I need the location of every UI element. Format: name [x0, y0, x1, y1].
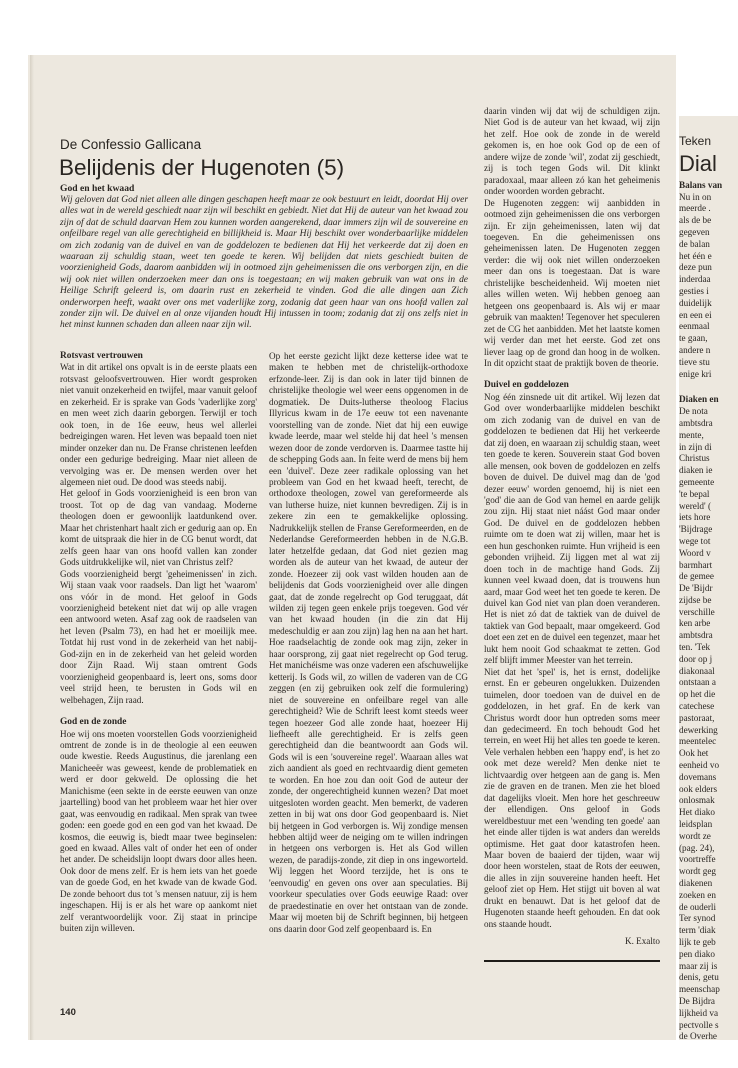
facing-line: 'te bepal: [679, 488, 710, 499]
facing-line: wordt ze: [679, 830, 711, 841]
facing-line: in zijn di: [679, 441, 712, 452]
facing-line: diakenen: [679, 878, 713, 889]
facing-line: onlosmak: [679, 795, 715, 806]
facing-line: andere n: [679, 344, 711, 355]
facing-line: term 'diak: [679, 925, 716, 936]
facing-line: Woord v: [679, 547, 711, 558]
column-1: [60, 351, 257, 935]
subheading-duivel: Duivel en goddelozen: [484, 380, 569, 391]
paragraph: Gods voorzienigheid bergt 'geheimenissen' in zich. Wij staan vaak voor raadsels. Dan ligt het 'waarom' ons vóór in de mond. Het geloof in Gods voorzienigheid betekent niet dat wij op alle vragen een antwoord weten. Asaf zag ook de raadselen van het leven (Psalm 73), en had het er moeilijk mee. Totdat hij rust vond in de zekerheid van het nabij-God-zijn en in de zekerheid van het geleid worden door Zijn Raad. Wij staan omtrent Gods voorzienigheid geopenbaard is, leert ons, soms door veel strijd heen, te berusten in Gods wil en welbehagen, Zijn raad.: [60, 568, 257, 705]
facing-line: ambtsdra: [679, 417, 713, 428]
facing-line: Ook het: [679, 748, 709, 759]
facing-line: iets hore: [679, 512, 711, 523]
facing-line: op het die: [679, 689, 716, 700]
facing-line: als de be: [679, 215, 712, 226]
facing-line: catechese: [679, 701, 715, 712]
paragraph: Hoe wij ons moeten voorstellen Gods voorzienigheid omtrent de zonde is in de theologie al een eeuwen oude kwestie. Reeds Augustinus, die jarenlang een Manicheeër was geweest, kende de problematiek en werd er door gekweld. De oplossing die het Manichisme (een sekte in de eerste eeuwen van onze jaartelling) bood van het probleem waar het hier over gaat, was eenvoudig en radikaal. Men sprak van twee goden: een goede god en een god van het kwaad. De kosmos, die eeuwig is, biedt maar twee beginselen: goed en kwaad. Alles valt of onder het een of onder het ander. De scheidslijn loopt dwars door alles heen. Ook door de mens zelf. Er is hem iets van het goede van de goede God, en het kwade van de kwade God. De zonde behoort dus tot 's mensen natuur, zij is hem ingeschapen. Hij is er als het ware op aankomt niet zelf verantwoordelijk voor. Zij staat in principe buiten zijn willeven.: [60, 728, 257, 934]
facing-line: De 'Bijdr: [679, 583, 713, 594]
facing-line: ambtsdra: [679, 630, 713, 641]
facing-line: zijdse be: [679, 594, 712, 605]
page-number: 140: [60, 1007, 76, 1018]
facing-line: pectvolle s: [679, 1019, 719, 1030]
paragraph: Op het eerste gezicht lijkt deze ketterse idee wat te maken te hebben met de christelijk-orthodoxe erfzonde-leer. Zij is dan ook in later tijd binnen de christelijke theologie wel weer eens opgenomen in de dogmatiek. De Duits-lutherse theoloog Flacius Illyricus kwam in de 17e eeuw tot een navenante voorstelling van de zonde. Niet dat hij een euwige kwade leerde, maar wel stelde hij dat heel 's mensen wezen door de zonde verdorven is. Daarmee tastte hij de schepping Gods aan. In feite werd de mens bij hem een 'duivel'. Deze zeer radikale oplossing van het probleem van God en het kwaad heeft, terecht, de orthodoxe theologen, zowel van gereformeerde als van lutherse huize, niet kunnen bevredigen. Zij is in zekere zin een te gemakkelijke oplossing. Nadrukkelijk stellen de Franse Gereformeerden, en de Nederlandse Gereformeerden hebben in de N.G.B. later hetzelfde gedaan, dat God niet gezien mag worden als de auteur van het kwaad, de auteur der zonde. Hoezeer zij ook vast wilden houden aan de belijdenis dat Gods voorzienigheid over alle dingen gaat, dat de zonde regelrecht op God teruggaat, dát wilden zij tegen geen enkele prijs toegeven. God vér van het kwaad houden (in die zin dat Hij medeschuldig er aan zou zijn) lag hen na aan het hart. Hoe raadselachtig de zonde ook mag zijn, zeker in haar oorsprong, zij gaat niet regelrecht op God terug. Het manichéisme was onze vaderen een afschuwelijke ketterij. Is Gods wil, zo willen de vaderen van de CG zeggen (en zij gebruiken ook zelf die formulering) niet de souvereine en onfeilbare regel van alle gerechtigheid? Wie de Schrift leest komt steeds weer tegen hoezeer God alle zonde haat, hoezeer Hij liefheeft alle gerechtigheid. Er is zelfs geen gerechtigheid dan die beantwoordt aan Gods wil. Gods wil is een 'souvereine regel'. Waaraan alles wat zich aandient als goed en rechtvaardig dient gemeten te worden. En hoe zou dan ooit God de auteur der zonde, der ongerechtigheid kunnen wezen? Dat moet uitgesloten worden geacht. Men bemerkt, de vaderen zetten in bij wat ons door God geopenbaard is. Niet bij hetgeen in God verborgen is. Wij zondige mensen hebben altijd weer de neiging om te willen indringen in hetgeen ons verborgen is. Het als God willen wezen, de paradijs-zonde, zit diep in ons ingeworteld. Wij leggen het Woord terzijde, het is ons te 'eenvoudig' en geven ons over aan speculaties. Bij voorkeur speculaties over Gods eeuwige Raad: over de praedestinatie en over het ontstaan van de zonde. Maar wij moeten bij de Schrift beginnen, bij hetgeen ons daarin door God zelf geopenbaard is. En: [269, 351, 468, 934]
facing-line: dovemans: [679, 771, 717, 782]
facing-line: meerde .: [679, 203, 711, 214]
spacer: [60, 706, 257, 717]
facing-line: ook elders: [679, 783, 718, 794]
facing-line: voortreffe: [679, 854, 716, 865]
facing-line: pen diako: [679, 948, 715, 959]
paragraph: daarin vinden wij dat wij de schuldigen zijn. Niet God is de auteur van het kwaad, wij zijn het zelf. Hoe ook de zonde in de wereld gekomen is, en hoe ook God op de een of andere wijze de zonde 'wil', zodat zij geschiedt, zij is toch tegen Gods wil. Dit klinkt paradoxaal, maar alleen zó kan het geheimenis onder woorden worden gebracht.: [484, 106, 660, 197]
facing-line: dewerking: [679, 724, 718, 735]
facing-line: meentelec: [679, 736, 717, 747]
facing-line: eenmaal: [679, 321, 710, 332]
section-label: De Confessio Gallicana: [60, 137, 202, 152]
facing-line: ten. 'Tek: [679, 642, 711, 653]
facing-line: De nota: [679, 406, 708, 417]
facing-title: Dial: [679, 150, 717, 176]
facing-lines-1: [679, 192, 738, 381]
facing-line: inderdaa: [679, 274, 711, 285]
facing-line: Ter synod: [679, 913, 716, 924]
facing-line: en een ei: [679, 309, 712, 320]
facing-line: de balan: [679, 238, 710, 249]
facing-line: diakonaal: [679, 665, 715, 676]
spacer: [679, 380, 738, 390]
facing-line: gegeven: [679, 226, 710, 237]
author-signature: K. Exalto: [625, 936, 660, 947]
facing-line: Het diako: [679, 807, 715, 818]
facing-line: gesties i: [679, 285, 709, 296]
facing-line: het één e: [679, 250, 712, 261]
facing-line: lijkheid va: [679, 1007, 719, 1018]
intro-heading: God en het kwaad: [60, 183, 135, 194]
facing-line: De Bijdra: [679, 995, 715, 1006]
facing-kicker: Teken: [679, 134, 712, 148]
facing-line: Nu in on: [679, 191, 712, 202]
facing-line: deze pun: [679, 262, 712, 273]
facing-line: meenschap: [679, 984, 720, 995]
facing-line: lijk te geb: [679, 937, 716, 947]
spacer: [484, 369, 660, 380]
paragraph: De Hugenoten zeggen: wij aanbidden in ootmoed zijn geheimenissen die ons verborgen zijn. Er zijn geheimenissen, laten wij dat toegeven. En die geheimenissen ons geheimenissen laten. De Hugenoten zeggen verder: die wij ook niet willen onderzoeken meer dan ons is toegestaan. Dat is ware christelijke bescheidenheid. Wij moeten niet alles willen weten. Wij hebben genoeg aan hetgeen ons geopenbaard is. Als wij er maar gebruik van maakten! Tegenover het speculeren zet de CG het aanbidden. Met het laatste komen wij verder dan met het eerste. God zet ons liever laag op de grond dan hoog in de wolken. In dit opzicht staat de praktijk boven de theorie.: [484, 197, 660, 368]
facing-line: duidelijk: [679, 297, 712, 308]
facing-line: verschille: [679, 606, 715, 617]
paragraph: Niet dat het 'spel' is, het is ernst, dodelijke ernst. En er gebeuren ongelukken. Duizenden tuimelen, door toedoen van de duivel en de goddelozen, in het graf. En de kerk van Christus wordt door hun optreden soms meer dan gedecimeerd. En toch behoudt God het terrein, en weet Hij het alles ten goede te keren. Vele verhalen hebben een 'happy end', is het zo ook met deze wereld? Men denke niet te lichtvaardig over hetgeen aan de gang is. Men zie de graven en de tranen. Men zie het bloed dat dagelijks vloeit. Men hore het geschreeuw der ellendigen. Ons geloof in Gods wereldbestuur met een 'wending ten goede' aan het einde aller tijden is wat anders dan werelds optimisme. Het gaat door katastrofen heen. Maar boven de baaierd der tijden, waar wij door heen worstelen, staat de Rots der eeuwen, die alles in zijn souvereine handen heeft. Het geloof ziet op Hem. Het stijgt uit boven al wat drukt en benauwt. Dat is het geloof dat de Hugenoten staande heeft gehouden. En dat ook ons staande houdt.: [484, 666, 660, 929]
paragraph: Wat in dit artikel ons opvalt is in de eerste plaats een rotsvast geloofsvertrouwen. Hier wordt gesproken niet vanuit onzekerheid en twijfel, maar vanuit geloof en zekerheid. Er is sprake van Gods 'vaderlijke zorg' en men weet zich daarin geborgen. Terwijl er toch ook toen, in de 16e eeuw, heus wel allerlei bedreigingen waren. Het leven was bepaald toen niet minder onzeker dan nu. De Franse christenen leefden onder een gedurige bedreiging. Maar niet alleen de vervolging was er. De mensen werden over het algemeen niet oud. De dood was steeds nabij.: [60, 362, 257, 487]
facing-line: ontstaan a: [679, 677, 716, 688]
facing-line: eenheid vo: [679, 760, 720, 771]
facing-line: (pag. 24),: [679, 842, 715, 853]
subheading-rotsvast: Rotsvast vertrouwen: [60, 351, 143, 361]
intro-text: Wij geloven dat God niet alleen alle dingen geschapen heeft maar ze ook bestuurt en leidt, doordat Hij over alles wat in de wereld geschiedt naar zijn wil beschikt en gebiedt. Niet dat Hij de auteur van het kwaad zou zijn of dat de schuld daarvan Hem zou kunnen worden aangerekend, daar immers zijn wil de souvereine en onfeilbare regel van alle gerechtigheid en billijkheid is. Maar Hij beschikt over wonderbaarlijke middelen om zich zodanig van de duivel en van de goddelozen te bedienen dat Hij het verkeerde dat zij doen en waaraan zij schuldig staan, weet ten goede te keren. Wij belijden dat niets geschiedt buiten de voorzienigheid Gods, daarom aanbidden wij in ootmoed zijn geheimenissen die ons verborgen zijn, en die wij ook niet willen onderzoeken meer dan ons is toegestaan; en wij maken gebruik van wat ons in de Heilige Schrift geleerd is, om daarin rust en zekerheid te vinden. God die alle dingen aan Zich onderworpen heeft, waakt over ons met vaderlijke zorg, zodanig dat geen haar van ons hoofd vallen zal zonder zijn wil. De duivel en al onze vijanden houdt Hij intussen in toom; zodanig dat zij ons zelfs niet in het minst kunnen schaden dan alleen naar zijn wil.: [60, 195, 468, 331]
facing-line: diaken ie: [679, 465, 713, 476]
facing-line: tieve stu: [679, 356, 710, 367]
column-2: [269, 351, 468, 935]
facing-line: wereld' (: [679, 500, 712, 511]
facing-line: mente,: [679, 429, 704, 440]
paragraph: Nog één zinsnede uit dit artikel. Wij lezen dat God over wonderbaarlijke middelen beschikt om zich zodanig van de duivel en van de goddelozen te bedienen dat Hij het verkeerde dat zij doen, en waaraan zij schuldig staan, weet ten goede te keren. Souverein staat God boven alle mensen, ook boven de goddelozen en zelfs boven de duivel. De duivel mag dan de 'god dezer eeuw' worden genoemd, hij is niet een 'god' die aan de God van hemel en aarde gelijk zou zijn. Hij staat niet náást God maar onder God. De duivel en de goddelozen hebben ruimte om te doen wat zij willen, maar het is een hun geschonken ruimte. Hun vrijheid is een gebonden vrijheid. Zij liggen met al wat zij doen toch in de machtige hand Gods. Zij kunnen veel kwaad doen, dat is trouwens hun aard, maar God weet het ten goede te keren. De duivel kan God niet van plan doen veranderen. Het is niet zó dat de taktiek van de duivel de taktiek van God bepaalt, maar omgekeerd. God doet een zet en de duivel een tegenzet, maar het lukt hem nooit God schaakmat te zetten. God zelf blijft immer Meester van het terrein.: [484, 391, 660, 666]
facing-line: te gaan,: [679, 333, 708, 344]
facing-page: [679, 116, 738, 1040]
facing-line: door op j: [679, 653, 713, 664]
facing-page-content: [679, 116, 738, 1040]
subheading-god-en-zonde: God en de zonde: [60, 717, 127, 728]
facing-line: Christus: [679, 453, 710, 464]
facing-line: wege tot: [679, 535, 711, 546]
facing-line: pastoraat,: [679, 712, 715, 723]
facing-heading-2: Diaken en: [679, 394, 719, 405]
facing-line: barmhart: [679, 559, 713, 570]
facing-line: leidsplan: [679, 819, 713, 830]
facing-line: de gemee: [679, 571, 714, 582]
facing-line: maar zij is: [679, 960, 718, 971]
facing-line: de ouderli: [679, 901, 716, 912]
facing-line: enige kri: [679, 368, 712, 379]
page-gutter: [30, 55, 34, 1040]
facing-line: de Overhe: [679, 1031, 718, 1040]
end-rule: [484, 960, 660, 962]
facing-line: zoeken en: [679, 889, 716, 900]
facing-lines-2: [679, 406, 738, 1040]
facing-line: gemeente: [679, 476, 715, 487]
paragraph: Het geloof in Gods voorzienigheid is een bron van troost. Tot op de dag van vandaag. Moderne theologen doen er gewoonlijk laatdunkend over. Maar het christenhart haalt zich er gedurig aan op. En komt de uitspraak die hier in de CG benut wordt, dat zelfs geen haar van ons hoofd vallen kan zonder Gods uitdrukkelijke wil, niet van Christus zelf?: [60, 488, 257, 568]
facing-line: ken arbe: [679, 618, 711, 629]
facing-heading-1: Balans van: [679, 179, 723, 190]
column-3: [484, 106, 660, 948]
facing-line: wordt geg: [679, 866, 716, 877]
facing-line: denis, getu: [679, 972, 719, 983]
article-title: Belijdenis der Hugenoten (5): [59, 155, 345, 180]
facing-line: 'Bijdrage: [679, 524, 713, 535]
